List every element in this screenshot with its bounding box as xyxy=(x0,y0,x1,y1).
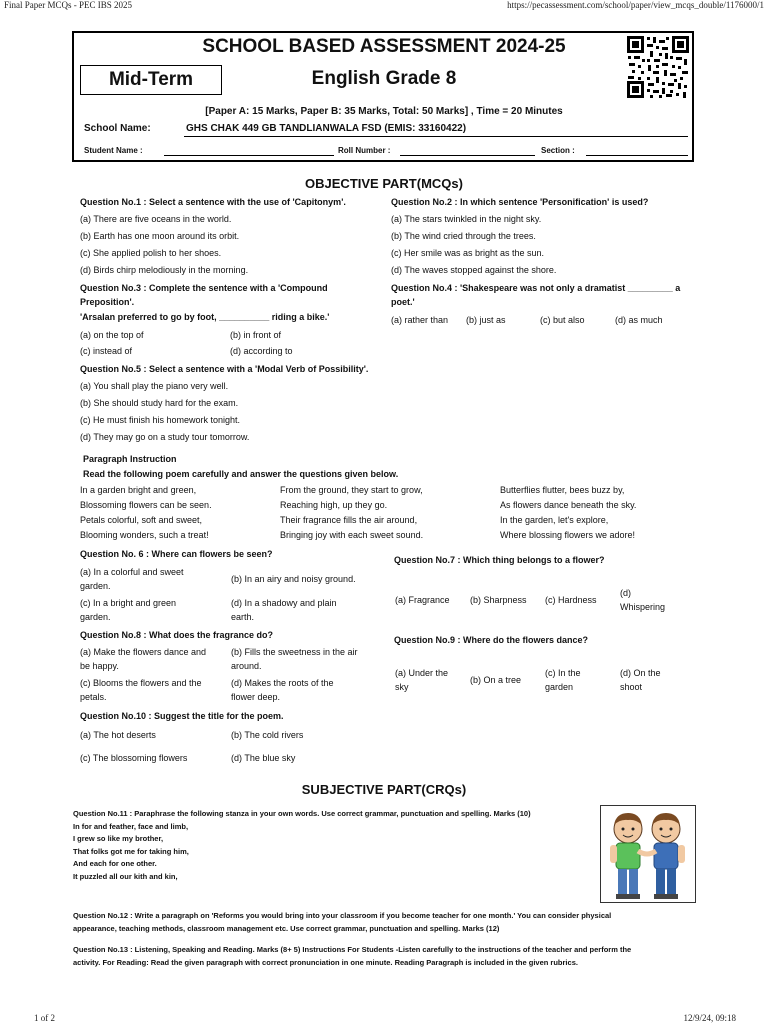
q6-option-a: (a) In a colorful and sweet garden. xyxy=(80,567,184,591)
q1-option-b: (b) Earth has one moon around its orbit. xyxy=(80,231,240,241)
student-name-label: Student Name : xyxy=(84,146,143,155)
question-12: Question No.12 : Write a paragraph on 'Reforms you would bring into your classroom if you become teacher for one month.' You can consider physical appearance, teaching methods, classroom management etc. Use correct grammar, punctuation and spelling. Marks (12) xyxy=(73,911,612,933)
poem-stanza-2 xyxy=(280,483,423,543)
question-3-line1: Question No.3 : Complete the sentence with a 'Compound xyxy=(80,283,328,293)
poem-line: Where blossing flowers we adore! xyxy=(500,530,636,540)
question-3-line2: Preposition'. xyxy=(80,297,135,307)
q3-option-b: (b) in front of xyxy=(230,330,282,340)
poem-line: As flowers dance beneath the sky. xyxy=(500,500,637,510)
q3-option-d: (d) according to xyxy=(230,346,293,356)
q9-option-a: (a) Under the sky xyxy=(395,668,449,692)
q3-option-c: (c) instead of xyxy=(80,346,133,356)
poem-line: Petals colorful, soft and sweet, xyxy=(80,515,203,525)
question-9: Question No.9 : Where do the flowers dance? xyxy=(394,635,589,645)
q4-option-d: (d) as much xyxy=(615,315,663,325)
objective-heading: OBJECTIVE PART(MCQs) xyxy=(305,176,463,191)
poem-line: Bringing joy with each sweet sound. xyxy=(280,530,424,540)
q9-option-c: (c) In the garden xyxy=(545,668,581,692)
q2-option-c: (c) Her smile was as bright as the sun. xyxy=(391,248,545,258)
q9-option-d: (d) On the shoot xyxy=(620,668,661,692)
marks-info: [Paper A: 15 Marks, Paper B: 35 Marks, Total: 50 Marks] , Time = 20 Minutes xyxy=(205,106,563,117)
q5-option-b: (b) She should study hard for the exam. xyxy=(80,398,239,408)
poem-line: Their fragrance fills the air around, xyxy=(280,515,418,525)
question-8: Question No.8 : What does the fragrance do? xyxy=(80,630,274,640)
q8-option-a: (a) Make the flowers dance and be happy. xyxy=(80,647,207,671)
school-label: School Name: xyxy=(84,123,151,134)
q2-option-d: (d) The waves stopped against the shore. xyxy=(391,265,557,275)
question-13: Question No.13 : Listening, Speaking and Reading. Marks (8+ 5) Instructions For Students -Listen carefully to the instructions of the teacher and perform the activity. For Reading: Read the given paragraph with correct pronunciation in one minute. Reading Paragraph is included in the given rubrics. xyxy=(73,945,632,967)
term-badge: Mid-Term xyxy=(80,65,222,95)
poem-line: In a garden bright and green, xyxy=(80,485,197,495)
question-11: Question No.11 : Paraphrase the following stanza in your own words. Use correct grammar, punctuation and spelling. Marks (10) In for and feather, face and limb, I grew so like my brother, That folks got me for taking him, And each for one other. It puzzled all our kith and kin, xyxy=(73,809,531,881)
q8-option-d: (d) Makes the roots of the flower deep. xyxy=(231,678,334,702)
q7-option-a: (a) Fragrance xyxy=(395,595,450,605)
grade-subtitle: English Grade 8 xyxy=(311,68,457,89)
section-line xyxy=(586,155,688,156)
q5-option-d: (d) They may go on a study tour tomorrow. xyxy=(80,432,250,442)
poem-line: Blooming wonders, such a treat! xyxy=(80,530,209,540)
q4-option-c: (c) but also xyxy=(540,315,585,325)
paragraph-heading: Paragraph Instruction xyxy=(83,454,177,464)
q2-option-a: (a) The stars twinkled in the night sky. xyxy=(391,214,542,224)
student-name-line xyxy=(164,155,334,156)
q6-option-b: (b) In an airy and noisy ground. xyxy=(231,574,356,584)
q10-option-a: (a) The hot deserts xyxy=(80,730,156,740)
q2-option-b: (b) The wind cried through the trees. xyxy=(391,231,536,241)
q1-option-d: (d) Birds chirp melodiously in the morning. xyxy=(80,265,249,275)
q5-option-a: (a) You shall play the piano very well. xyxy=(80,381,229,391)
roll-number-line xyxy=(400,155,535,156)
poem-line: Blossoming flowers can be seen. xyxy=(80,500,212,510)
question-1: Question No.1 : Select a sentence with the use of 'Capitonym'. xyxy=(80,197,346,207)
poem-stanza-1 xyxy=(80,483,212,543)
q10-option-c: (c) The blossoming flowers xyxy=(80,753,188,763)
q5-option-c: (c) He must finish his homework tonight. xyxy=(80,415,241,425)
twin-brothers-illustration xyxy=(600,805,696,903)
print-datetime: 12/9/24, 09:18 xyxy=(683,1013,736,1023)
section-label: Section : xyxy=(541,146,575,155)
qr-code-icon xyxy=(626,35,690,99)
poem-line: From the ground, they start to grow, xyxy=(280,485,423,495)
q10-option-b: (b) The cold rivers xyxy=(231,730,304,740)
question-3-sentence: 'Arsalan preferred to go by foot, __________ riding a bike.' xyxy=(80,312,330,322)
print-page-title: Final Paper MCQs - PEC IBS 2025 xyxy=(4,0,133,10)
poem-line: Butterflies flutter, bees buzz by, xyxy=(500,485,625,495)
q1-option-a: (a) There are five oceans in the world. xyxy=(80,214,232,224)
question-4-line1: Question No.4 : 'Shakespeare was not only a dramatist _________ a xyxy=(391,283,681,293)
question-10: Question No.10 : Suggest the title for the poem. xyxy=(80,711,284,721)
paragraph-instruction: Read the following poem carefully and answer the questions given below. xyxy=(83,469,399,479)
assessment-title: SCHOOL BASED ASSESSMENT 2024-25 xyxy=(202,36,566,57)
q6-option-c: (c) In a bright and green garden. xyxy=(80,598,177,622)
q10-option-d: (d) The blue sky xyxy=(231,753,296,763)
q1-option-c: (c) She applied polish to her shoes. xyxy=(80,248,222,258)
school-name: GHS CHAK 449 GB TANDLIANWALA FSD (EMIS: 33160422) xyxy=(186,123,467,134)
print-url: https://pecassessment.com/school/paper/view_mcqs_double/1176000/1 xyxy=(507,0,764,10)
question-2: Question No.2 : In which sentence 'Personification' is used? xyxy=(391,197,649,207)
question-4-line2: poet.' xyxy=(391,297,415,307)
q6-option-d: (d) In a shadowy and plain earth. xyxy=(231,598,337,622)
question-6: Question No. 6 : Where can flowers be seen? xyxy=(80,549,273,559)
poem-line: Reaching high, up they go. xyxy=(280,500,388,510)
q7-option-d: (d) Whispering xyxy=(620,588,666,612)
q4-option-a: (a) rather than xyxy=(391,315,449,325)
q9-option-b: (b) On a tree xyxy=(470,675,522,685)
poem-line: In the garden, let's explore, xyxy=(500,515,609,525)
subjective-heading: SUBJECTIVE PART(CRQs) xyxy=(301,782,467,797)
q7-option-b: (b) Sharpness xyxy=(470,595,527,605)
q4-option-b: (b) just as xyxy=(466,315,506,325)
roll-number-label: Roll Number : xyxy=(338,146,391,155)
q3-option-a: (a) on the top of xyxy=(80,330,144,340)
school-name-line xyxy=(184,136,688,137)
page-count: 1 of 2 xyxy=(34,1013,55,1023)
q7-option-c: (c) Hardness xyxy=(545,595,597,605)
question-5: Question No.5 : Select a sentence with a 'Modal Verb of Possibility'. xyxy=(80,364,369,374)
q8-option-c: (c) Blooms the flowers and the petals. xyxy=(80,678,202,702)
poem-stanza-3 xyxy=(500,483,636,543)
question-7: Question No.7 : Which thing belongs to a flower? xyxy=(394,555,605,565)
q8-option-b: (b) Fills the sweetness in the air around. xyxy=(231,647,358,671)
